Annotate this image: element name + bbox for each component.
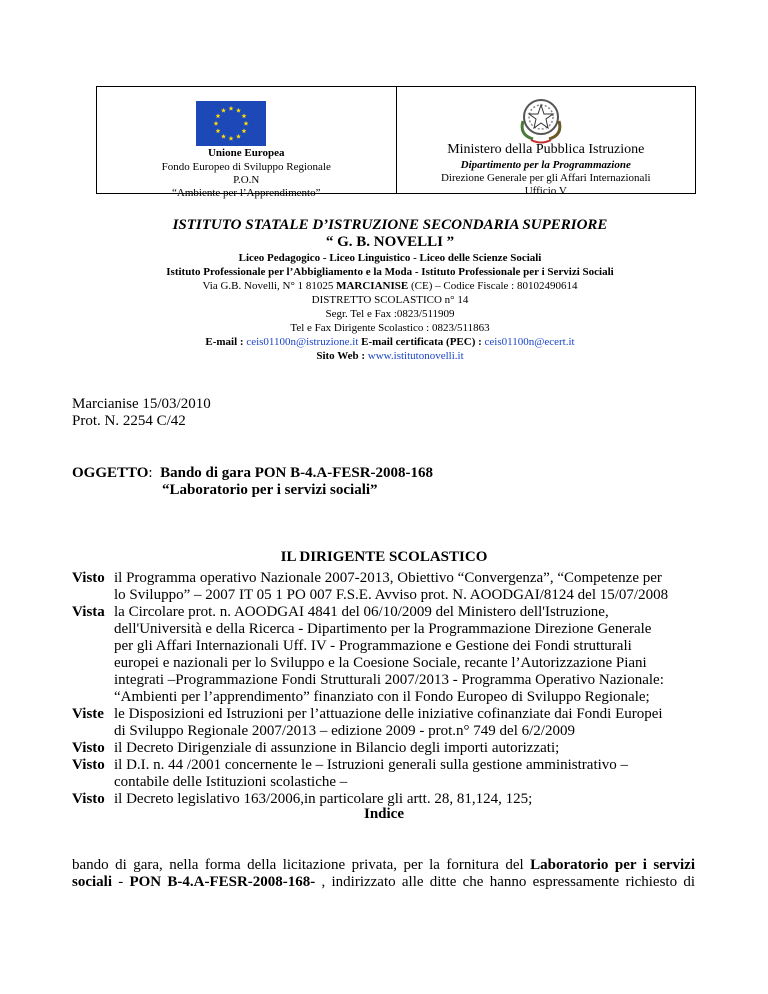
address-tax-code: (CE) – Codice Fiscale : 80102490614 (408, 280, 578, 292)
email-link[interactable]: ceis01100n@istruzione.it (246, 336, 359, 348)
indice-heading: Indice (363, 806, 404, 822)
subject-title: Bando di gara PON B-4.A-FESR-2008-168 (160, 465, 434, 481)
protocol-number: Prot. N. 2254 C/42 (72, 413, 186, 429)
eu-panel (97, 87, 397, 199)
recital-body (114, 757, 734, 791)
recital-line: “Ambienti per l’apprendimento” finanziato con il Fondo Europeo di Sviluppo Regionale; (114, 689, 650, 705)
address-city: MARCIANISE (336, 280, 409, 292)
eu-fund-line: Fondo Europeo di Sviluppo Regionale (161, 161, 331, 173)
subject-subtitle: “Laboratorio per i servizi sociali” (162, 482, 378, 498)
closing-paragraph-line2 (72, 874, 695, 891)
recital-line: il D.I. n. 44 /2001 concernente le – Istruzioni generali sulla gestione amministrativo – (114, 757, 629, 773)
subject-label: OGGETTO (72, 465, 149, 481)
recital-body (114, 706, 734, 740)
recital-line: dell'Università e della Ricerca - Dipartimento per la Programmazione Direzione Generale (114, 621, 652, 637)
closing-social: sociali (72, 874, 112, 890)
place-date: Marcianise 15/03/2010 (72, 396, 211, 412)
recital-label: Visto (72, 791, 105, 807)
recital-line: integrati –Programmazione Fondi Strutturali 2007/2013 - Programma Operativo Nazionale: (114, 672, 664, 688)
recital-body (114, 604, 734, 706)
closing-paragraph-line1 (72, 857, 695, 874)
ministry-office-line: Ufficio V (524, 185, 567, 197)
recital-line: la Circolare prot. n. AOODGAI 4841 del 06/10/2009 del Ministero dell'Istruzione, (114, 604, 609, 620)
recital-body (114, 740, 734, 757)
eu-flag-icon (196, 101, 266, 146)
recital-item (72, 604, 732, 706)
pec-label: E-mail certificata (PEC) : (358, 336, 485, 348)
institute-professional: Istituto Professionale per l’Abbigliamento e la Moda - Istituto Professionale per i Servizi Sociali (166, 266, 614, 278)
recital-item (72, 740, 732, 757)
institute-web-line (80, 349, 700, 363)
institute-phone-director: Tel e Fax Dirigente Scolastico : 0823/511863 (290, 322, 490, 334)
institute-email-line (80, 335, 700, 349)
section-heading: IL DIRIGENTE SCOLASTICO (280, 549, 488, 565)
institute-district: DISTRETTO SCOLASTICO n° 14 (311, 294, 469, 306)
recital-line: europei e nazionali per lo Sviluppo e la Coesione Sociale, recante l’Autorizzazione Piani (114, 655, 647, 671)
eu-title: Unione Europea (207, 147, 285, 159)
italian-emblem-icon (513, 91, 569, 147)
eu-program-line: “Ambiente per l’Apprendimento” (172, 187, 321, 199)
recital-line: per gli Affari Internazionali Uff. IV - Programmazione e Gestione dei Fondi strutturali (114, 638, 632, 654)
recital-line: di Sviluppo Regionale 2007/2013 – edizione 2009 - prot.n° 749 del 6/2/2009 (114, 723, 575, 739)
recital-label: Visto (72, 740, 105, 756)
recital-body (114, 570, 734, 604)
eu-fund-text (97, 161, 396, 200)
institute-name: ISTITUTO STATALE D’ISTRUZIONE SECONDARIA SUPERIORE (172, 217, 608, 233)
recital-label: Visto (72, 757, 105, 773)
recital-line: le Disposizioni ed Istruzioni per l’attuazione delle iniziative cofinanziate dai Fondi Europei (114, 706, 663, 722)
letterhead-box (96, 86, 696, 199)
recital-line: il Decreto Dirigenziale di assunzione in Bilancio degli importi autorizzati; (114, 740, 560, 756)
web-link[interactable]: www.istitutonovelli.it (367, 350, 464, 362)
institute-phone: Segr. Tel e Fax :0823/511909 (325, 308, 455, 320)
closing-text-b: , indirizzato alle ditte che hanno espressamente richiesto di (315, 874, 695, 890)
institute-subname: “ G. B. NOVELLI ” (325, 234, 455, 250)
recital-line: il Programma operativo Nazionale 2007-2013, Obiettivo “Convergenza”, “Competenze per (114, 570, 662, 586)
web-label: Sito Web : (316, 350, 368, 362)
closing-pon-code: PON B-4.A-FESR-2008-168- (129, 874, 316, 890)
recital-item (72, 706, 732, 740)
eu-pon-line: P.O.N (233, 174, 260, 186)
closing-text-a: bando di gara, nella forma della licitazione privata, per la fornitura del (72, 857, 531, 873)
address-street: Via G.B. Novelli, N° 1 81025 (202, 280, 337, 292)
recital-item (72, 570, 732, 604)
recital-line: il Decreto legislativo 163/2006,in particolare gli artt. 28, 81,124, 125; (114, 791, 533, 807)
ministry-panel (397, 87, 696, 197)
closing-laboratory: Laboratorio per i servizi (530, 857, 695, 873)
recital-item (72, 757, 732, 791)
subject-colon: : (148, 465, 153, 481)
institute-licei: Liceo Pedagogico - Liceo Linguistico - Liceo delle Scienze Sociali (238, 252, 542, 264)
ministry-directorate (397, 172, 696, 198)
recital-label: Viste (72, 706, 104, 722)
ministry-title: Ministero della Pubblica Istruzione (447, 142, 645, 157)
institute-address (80, 279, 700, 293)
recital-label: Vista (72, 604, 105, 620)
subject-line (72, 465, 433, 482)
recital-label: Visto (72, 570, 105, 586)
email-label: E-mail : (205, 336, 247, 348)
ministry-directorate-line: Direzione Generale per gli Affari Internazionali (440, 172, 651, 184)
ministry-department: Dipartimento per la Programmazione (460, 159, 631, 171)
closing-dash: - (112, 874, 130, 890)
recital-line: lo Sviluppo” – 2007 IT 05 1 PO 007 F.S.E. Avviso prot. N. AOODGAI/8124 del 15/07/2008 (114, 587, 669, 603)
recital-line: contabile delle Istituzioni scolastiche – (114, 774, 348, 790)
pec-link[interactable]: ceis01100n@ecert.it (484, 336, 575, 348)
